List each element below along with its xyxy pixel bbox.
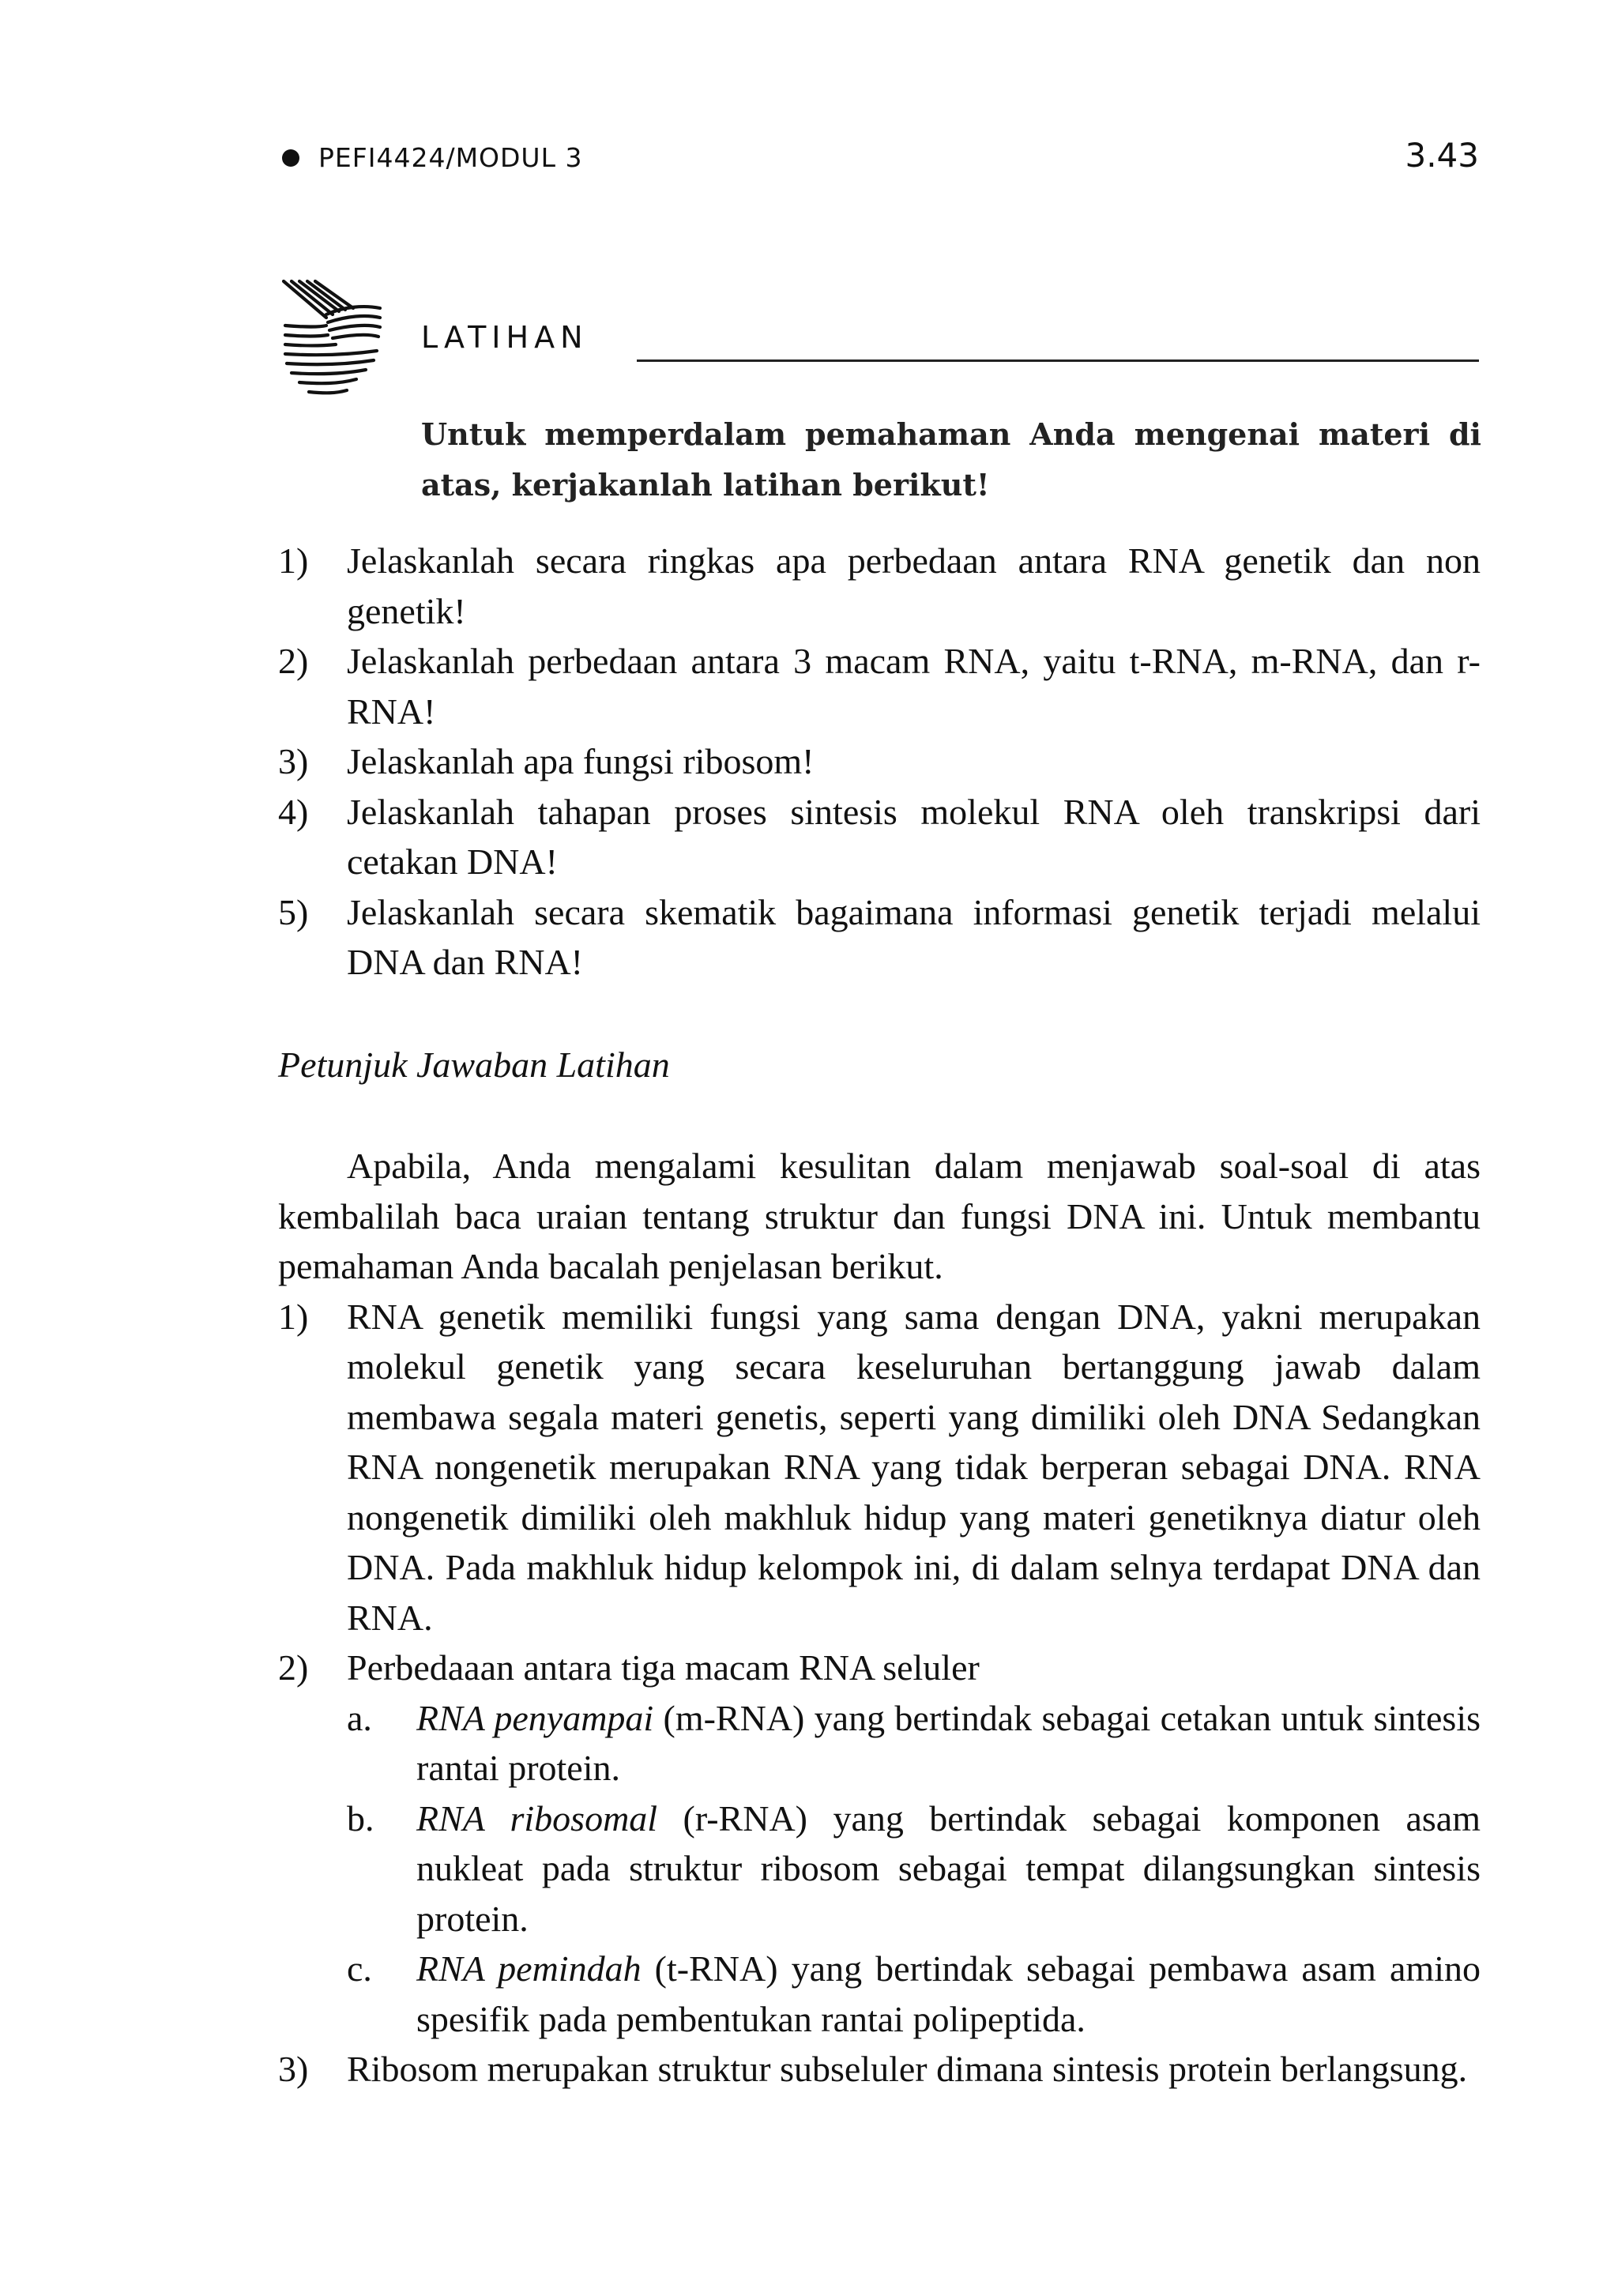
rna-term: RNA ribosomal: [416, 1797, 658, 1839]
answer-number: 1): [278, 1296, 309, 1337]
section-intro: Untuk memperdalam pemahaman Anda mengenai materi di atas, kerjakanlah latihan berikut!: [421, 416, 1481, 502]
answer-item: [278, 1292, 1481, 1643]
exercise-number: 2): [278, 641, 309, 681]
sub-item-text: [416, 1944, 1481, 2044]
sub-item-description: (m-RNA) yang bertindak sebagai cetakan untuk sintesis rantai protein.: [416, 1697, 1481, 1788]
exercise-number: 1): [278, 540, 309, 581]
exercise-item: [278, 536, 1481, 636]
sub-item-letter: b.: [347, 1797, 374, 1839]
exercise-text: Jelaskanlah secara skematik bagaimana informasi genetik terjadi melalui DNA dan RNA!: [347, 891, 1481, 982]
answer-body: [347, 1643, 1481, 2044]
exercise-item: [278, 636, 1481, 736]
answer-item: [278, 2044, 1481, 2095]
sub-item-text: [416, 1794, 1481, 1944]
exercise-text: Jelaskanlah perbedaan antara 3 macam RNA, yaitu t-RNA, m-RNA, dan r-RNA!: [347, 641, 1481, 732]
exercise-item: [278, 887, 1481, 988]
sub-item-description: (t-RNA) yang bertindak sebagai pembawa asam amino spesifik pada pembentukan rantai polipeptida.: [416, 1948, 1481, 2039]
sub-item: [347, 1794, 1481, 1944]
answer-section: [278, 1141, 1481, 2095]
hint-title: Petunjuk Jawaban Latihan: [278, 1044, 670, 1085]
header-bullet: [282, 149, 299, 167]
rna-term: RNA pemindah: [416, 1948, 642, 1989]
section-title-rule: [637, 359, 1479, 362]
exercise-text: Jelaskanlah tahapan proses sintesis molekul RNA oleh transkripsi dari cetakan DNA!: [347, 791, 1481, 882]
exercise-item: [278, 736, 1481, 787]
answer-text: Perbedaaan antara tiga macam RNA seluler: [347, 1647, 980, 1688]
hint-intro: Apabila, Anda mengalami kesulitan dalam menjawab soal-soal di atas kembalilah baca uraian tentang struktur dan fungsi DNA ini. Untuk membantu pemahaman Anda bacalah penjelasan berikut.: [278, 1146, 1481, 1286]
sub-item-letter: a.: [347, 1697, 372, 1738]
answer-text: Ribosom merupakan struktur subseluler dimana sintesis protein berlangsung.: [347, 2049, 1468, 2089]
page-number: 3.43: [1405, 136, 1479, 175]
sub-item-text: [416, 1693, 1481, 1794]
sub-item-letter: c.: [347, 1948, 372, 1989]
exercise-number: 5): [278, 891, 309, 932]
answer-number: 2): [278, 1647, 309, 1688]
rna-term: RNA penyampai: [416, 1697, 654, 1738]
exercise-text: Jelaskanlah apa fungsi ribosom!: [347, 741, 815, 781]
section-title: LATIHAN: [421, 320, 589, 355]
exercise-number: 4): [278, 791, 309, 832]
sub-item: [347, 1693, 1481, 1794]
exercise-text: Jelaskanlah secara ringkas apa perbedaan antara RNA genetik dan non genetik!: [347, 540, 1481, 631]
answer-item: [278, 1643, 1481, 2044]
latihan-logo-icon: [280, 278, 391, 397]
sub-item: [347, 1944, 1481, 2044]
answer-text: RNA genetik memiliki fungsi yang sama dengan DNA, yakni merupakan molekul genetik yang secara keseluruhan bertanggung jawab dalam membawa segala materi genetis, seperti yang dimiliki oleh DNA Sedangkan RNA nongenetik merupakan RNA yang tidak berperan sebagai DNA. RNA nongenetik dimiliki oleh makhluk hidup yang materi genetiknya diatur oleh DNA. Pada makhluk hidup kelompok ini, di dalam selnya terdapat DNA dan RNA.: [347, 1296, 1481, 1638]
answer-number: 3): [278, 2049, 309, 2089]
module-header: PEFI4424/MODUL 3: [318, 142, 583, 173]
sub-item-description: (r-RNA) yang bertindak sebagai komponen asam nukleat pada struktur ribosom sebagai tempat dilangsungkan sintesis protein.: [416, 1797, 1481, 1939]
exercise-list: [278, 536, 1481, 988]
exercise-item: [278, 787, 1481, 887]
exercise-number: 3): [278, 741, 309, 781]
